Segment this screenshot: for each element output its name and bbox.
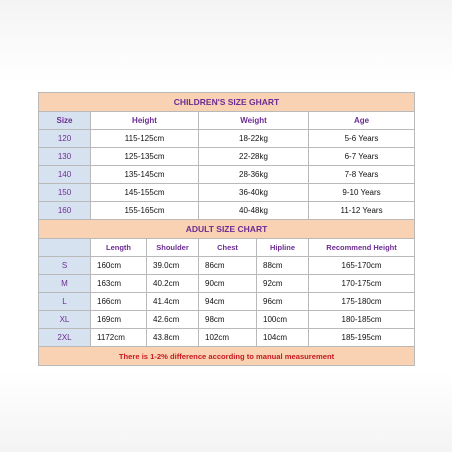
children-row xyxy=(39,166,415,184)
adult-recommend-height-cell: 185-195cm xyxy=(309,329,415,347)
children-row xyxy=(39,202,415,220)
children-size-cell: 120 xyxy=(39,130,91,148)
children-size-cell: 160 xyxy=(39,202,91,220)
adult-chest-cell: 90cm xyxy=(199,275,257,293)
adult-shoulder-cell: 42.6cm xyxy=(147,311,199,329)
adult-length-cell: 160cm xyxy=(91,257,147,275)
adult-recommend-height-cell: 165-170cm xyxy=(309,257,415,275)
adult-header-size xyxy=(39,239,91,257)
children-age-cell: 9-10 Years xyxy=(309,184,415,202)
children-row xyxy=(39,184,415,202)
size-chart-table xyxy=(38,92,415,366)
measurement-note-row xyxy=(39,347,415,366)
children-age-cell: 7-8 Years xyxy=(309,166,415,184)
adult-chest-cell: 102cm xyxy=(199,329,257,347)
adult-header-shoulder: Shoulder xyxy=(147,239,199,257)
children-height-cell: 155-165cm xyxy=(91,202,199,220)
adult-length-cell: 166cm xyxy=(91,293,147,311)
adult-shoulder-cell: 40.2cm xyxy=(147,275,199,293)
adult-row xyxy=(39,257,415,275)
adult-row xyxy=(39,293,415,311)
adult-chest-cell: 98cm xyxy=(199,311,257,329)
adult-header-row xyxy=(39,239,415,257)
adult-recommend-height-cell: 170-175cm xyxy=(309,275,415,293)
children-size-cell: 130 xyxy=(39,148,91,166)
adult-shoulder-cell: 41.4cm xyxy=(147,293,199,311)
adult-row xyxy=(39,275,415,293)
adult-title: ADULT SIZE CHART xyxy=(39,220,415,239)
adult-hipline-cell: 92cm xyxy=(257,275,309,293)
adult-size-cell: L xyxy=(39,293,91,311)
adult-chest-cell: 94cm xyxy=(199,293,257,311)
children-header-age: Age xyxy=(309,112,415,130)
adult-shoulder-cell: 43.8cm xyxy=(147,329,199,347)
adult-length-cell: 1172cm xyxy=(91,329,147,347)
adult-size-cell: S xyxy=(39,257,91,275)
adult-header-length: Length xyxy=(91,239,147,257)
adult-row xyxy=(39,329,415,347)
children-height-cell: 115-125cm xyxy=(91,130,199,148)
adult-hipline-cell: 104cm xyxy=(257,329,309,347)
adult-header-hipline: Hipline xyxy=(257,239,309,257)
adult-length-cell: 169cm xyxy=(91,311,147,329)
children-header-weight: Weight xyxy=(199,112,309,130)
adult-hipline-cell: 100cm xyxy=(257,311,309,329)
children-weight-cell: 36-40kg xyxy=(199,184,309,202)
children-weight-cell: 18-22kg xyxy=(199,130,309,148)
adult-hipline-cell: 88cm xyxy=(257,257,309,275)
adult-chest-cell: 86cm xyxy=(199,257,257,275)
adult-size-cell: 2XL xyxy=(39,329,91,347)
children-weight-cell: 40-48kg xyxy=(199,202,309,220)
adult-size-cell: M xyxy=(39,275,91,293)
children-row xyxy=(39,130,415,148)
adult-size-cell: XL xyxy=(39,311,91,329)
adult-header-recommend-height: Recommend Height xyxy=(309,239,415,257)
adult-title-row xyxy=(39,220,415,239)
children-size-cell: 140 xyxy=(39,166,91,184)
adult-recommend-height-cell: 175-180cm xyxy=(309,293,415,311)
adult-length-cell: 163cm xyxy=(91,275,147,293)
children-height-cell: 135-145cm xyxy=(91,166,199,184)
children-weight-cell: 22-28kg xyxy=(199,148,309,166)
adult-hipline-cell: 96cm xyxy=(257,293,309,311)
adult-row xyxy=(39,311,415,329)
children-header-row xyxy=(39,112,415,130)
children-age-cell: 5-6 Years xyxy=(309,130,415,148)
children-title: CHILDREN'S SIZE GHART xyxy=(39,93,415,112)
children-size-cell: 150 xyxy=(39,184,91,202)
measurement-note: There is 1-2% difference according to manual measurement xyxy=(39,347,415,366)
children-age-cell: 11-12 Years xyxy=(309,202,415,220)
children-weight-cell: 28-36kg xyxy=(199,166,309,184)
children-age-cell: 6-7 Years xyxy=(309,148,415,166)
adult-header-chest: Chest xyxy=(199,239,257,257)
children-row xyxy=(39,148,415,166)
children-height-cell: 145-155cm xyxy=(91,184,199,202)
children-title-row xyxy=(39,93,415,112)
children-header-size: Size xyxy=(39,112,91,130)
children-height-cell: 125-135cm xyxy=(91,148,199,166)
adult-recommend-height-cell: 180-185cm xyxy=(309,311,415,329)
adult-shoulder-cell: 39.0cm xyxy=(147,257,199,275)
children-header-height: Height xyxy=(91,112,199,130)
